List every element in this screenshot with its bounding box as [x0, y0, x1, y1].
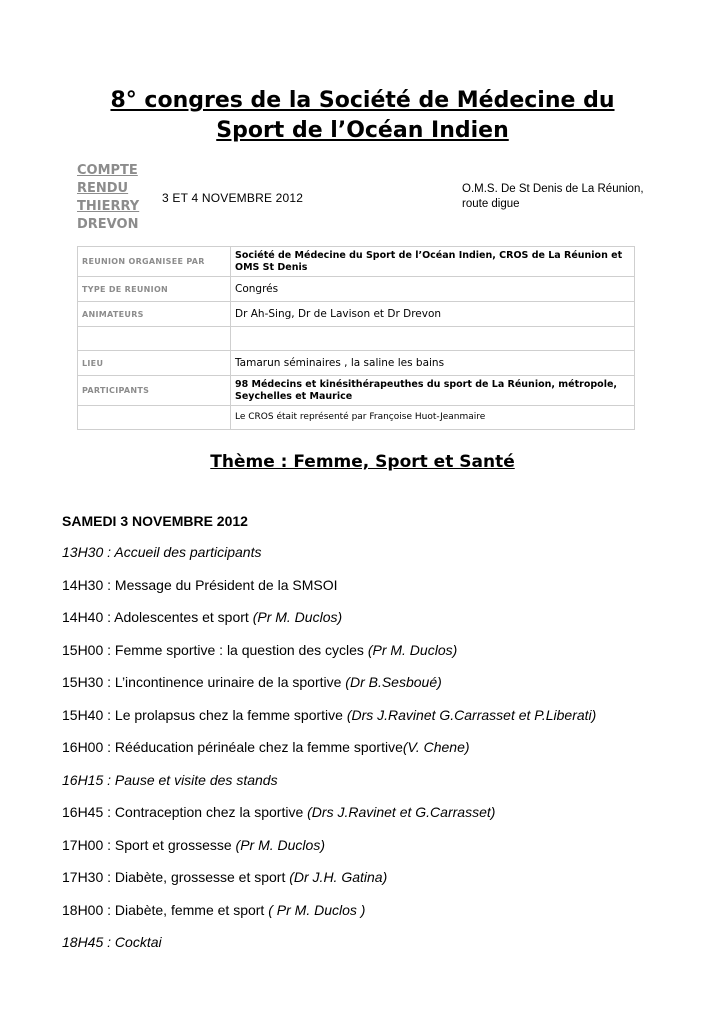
row-value: Dr Ah-Sing, Dr de Lavison et Dr Drevon: [231, 302, 635, 327]
row-label: PARTICIPANTS: [78, 376, 231, 406]
table-row: [78, 376, 635, 406]
day-heading: SAMEDI 3 NOVEMBRE 2012: [62, 513, 248, 529]
schedule-list: [62, 542, 712, 965]
schedule-item: [62, 867, 712, 900]
document-title: [0, 86, 725, 146]
row-value: Congrés: [231, 277, 635, 302]
schedule-speaker: (Drs J.Ravinet et G.Carrasset): [307, 804, 496, 820]
schedule-item: [62, 542, 712, 575]
row-label: [78, 327, 231, 351]
location-note: O.M.S. De St Denis de La Réunion, route digue: [462, 183, 644, 210]
schedule-speaker: (Pr M. Duclos): [367, 641, 458, 658]
schedule-text: 13H30 : Accueil des participants: [62, 544, 262, 560]
schedule-speaker: (Dr B.Sesboué): [345, 674, 442, 690]
row-value: Société de Médecine du Sport de l’Océan Indien, CROS de La Réunion et OMS St Denis: [231, 247, 635, 277]
schedule-text: 16H15 : Pause et visite des stands: [62, 771, 278, 788]
row-value: Tamarun séminaires , la saline les bains: [231, 351, 635, 376]
table-row: [78, 277, 635, 302]
schedule-text: 15H30 : L’incontinence urinaire de la sportive: [62, 674, 346, 690]
theme-heading: [0, 452, 725, 472]
row-value: [231, 327, 635, 351]
compte-rendu-line: DREVON: [77, 217, 139, 232]
schedule-speaker: (Drs J.Ravinet G.Carrasset et P.Liberati): [346, 706, 597, 723]
row-value: 98 Médecins et kinésithérapeuthes du sport de La Réunion, métropole, Seychelles et Maurice: [231, 376, 635, 406]
table-row: [78, 327, 635, 351]
schedule-text: 14H40 : Adolescentes et sport: [62, 609, 253, 625]
compte-rendu-block: [77, 162, 147, 234]
schedule-item: [62, 932, 712, 965]
schedule-text: 14H30 : Message du Président de la SMSOI: [62, 576, 338, 593]
schedule-speaker: ( Pr M. Duclos ): [268, 901, 366, 918]
table-row: [78, 302, 635, 327]
schedule-speaker: (V. Chene): [402, 739, 470, 755]
schedule-item: [62, 770, 712, 803]
title-line-1: 8° congres de la Société de Médecine du: [110, 88, 615, 113]
table-row: [78, 406, 635, 430]
row-label: LIEU: [78, 351, 231, 376]
row-value: Le CROS était représenté par Françoise Huot-Jeanmaire: [231, 406, 635, 430]
schedule-text: 17H30 : Diabète, grossesse et sport: [62, 869, 290, 885]
schedule-speaker: (Dr J.H. Gatina): [289, 869, 388, 885]
meeting-date: 3 ET 4 NOVEMBRE 2012: [162, 191, 304, 205]
schedule-text: 18H00 : Diabète, femme et sport: [62, 901, 269, 918]
schedule-item: [62, 607, 712, 640]
row-label: REUNION ORGANISEE PAR: [78, 247, 231, 277]
schedule-item: [62, 575, 712, 608]
theme-text: Thème : Femme, Sport et Santé: [210, 452, 515, 472]
row-label: [78, 406, 231, 430]
table-row: [78, 351, 635, 376]
table-row: [78, 247, 635, 277]
schedule-item: [62, 737, 712, 770]
schedule-text: 15H40 : Le prolapsus chez la femme sportive: [62, 706, 347, 723]
schedule-speaker: (Pr M. Duclos): [235, 836, 325, 853]
schedule-text: 16H45 : Contraception chez la sportive: [62, 804, 308, 820]
row-label: TYPE DE REUNION: [78, 277, 231, 302]
schedule-speaker: (Pr M. Duclos): [252, 609, 343, 625]
compte-rendu-line: RENDU: [77, 181, 129, 196]
row-label: ANIMATEURS: [78, 302, 231, 327]
schedule-item: [62, 640, 712, 673]
schedule-item: [62, 672, 712, 705]
title-line-2: Sport de l’Océan Indien: [216, 118, 509, 143]
compte-rendu-line: COMPTE: [77, 163, 138, 178]
schedule-text: 16H00 : Rééducation périnéale chez la femme sportive: [62, 739, 403, 755]
schedule-text: 18H45 : Cocktai: [62, 934, 162, 950]
schedule-item: [62, 802, 712, 835]
schedule-item: [62, 705, 712, 738]
schedule-text: 17H00 : Sport et grossesse: [62, 836, 236, 853]
compte-rendu-line: THIERRY: [77, 199, 140, 214]
meeting-info-table: [77, 246, 635, 430]
schedule-item: [62, 900, 712, 933]
schedule-text: 15H00 : Femme sportive : la question des cycles: [62, 641, 368, 658]
schedule-item: [62, 835, 712, 868]
